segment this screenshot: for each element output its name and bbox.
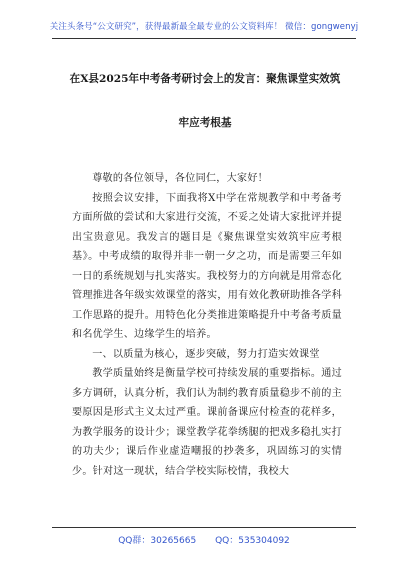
header-note: 关注头条号“公文研究”，获得最新最全最专业的公文资料库！ 微信：gongwenyj — [49, 22, 359, 32]
title-line-1: 在X县2025年中考备考研讨会上的发言：聚焦课堂实效筑 — [69, 73, 341, 85]
footer-note — [0, 533, 408, 546]
footer-divider — [52, 527, 356, 528]
document-body — [72, 169, 342, 481]
document-title — [60, 72, 350, 130]
title-line-2: 牢应考根基 — [178, 117, 232, 129]
header-divider — [52, 38, 356, 39]
section-heading-1: 一、以质量为核心，逐步突破，努力打造实效课堂 — [92, 348, 320, 360]
paragraph-quality: 教学质量始终是衡量学校可持续发展的重要指标。通过多方调研，认真分析，我们认为制约教育质量稳步不前的主要原因是形式主义太过严重。课前备课应付检查的花样多，为教学服务的设计少；课堂教学花拳绣腿的把戏多稳扎实打的功夫少；课后作业虚造嘲报的抄袭多，巩固练习的实情少。针对这一现状，结合学校实际校情，我校大 — [72, 368, 342, 477]
paragraph-intro: 按照会议安排，下面我将X中学在常规教学和中考备考方面所做的尝试和大家进行交流，不妥之处请大家批评并提出宝贵意见。我发言的题目是《聚焦课堂实效筑牢应考根基》。中考成绩的取得并非一朝一夕之功，而是需要三年如一日的系统规划与扎实落实。我校努力的方向就是用常态化管理推进各年级实效课堂的落实，用有效化教研助推各学科工作思路的提升。用特色化分类推进策略提升中考备考质量和名优学生、边缘学生的培养。 — [72, 192, 342, 340]
footer-qq-group: QQ群：30265665 — [118, 536, 197, 546]
greeting: 尊敬的各位领导，各位同仁，大家好！ — [92, 173, 269, 184]
footer-qq: QQ：535304092 — [215, 536, 290, 546]
